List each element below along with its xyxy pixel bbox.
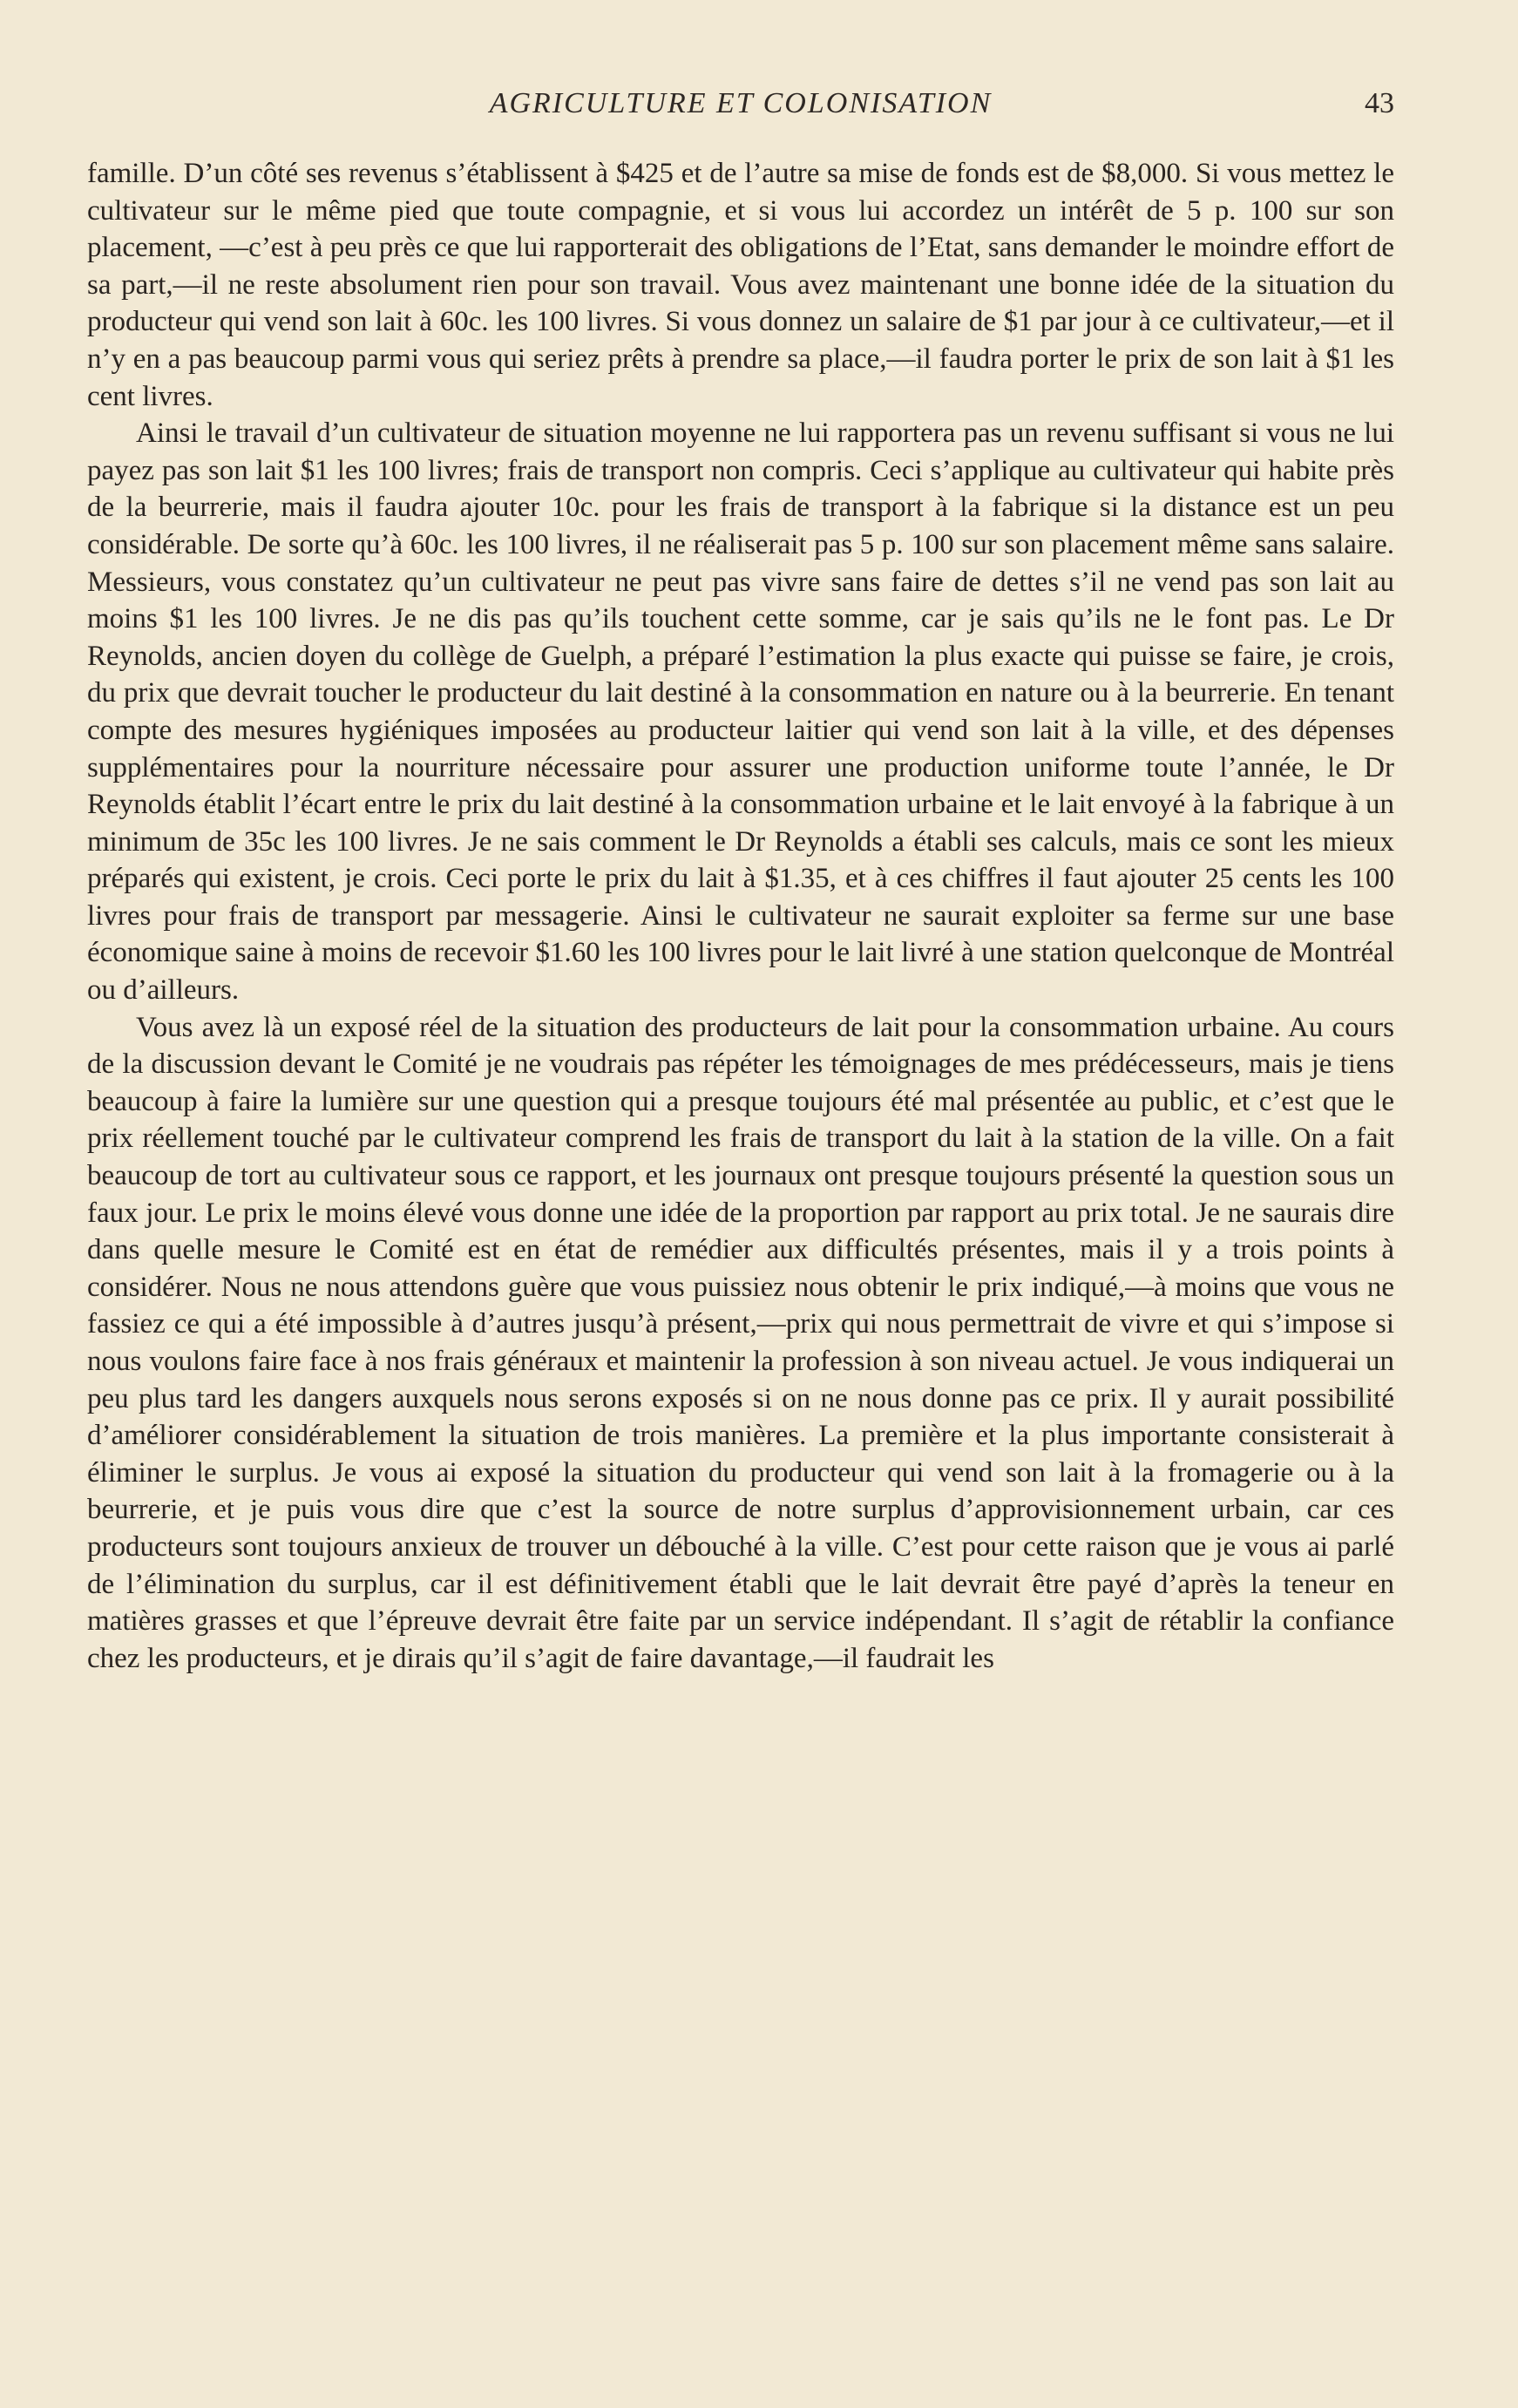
page-header [87,87,1394,131]
paragraph-3: Vous avez là un exposé réel de la situation des producteurs de lait pour la consommation urbaine. Au cours de la discussion devant le Comité je ne voudrais pas répéter les témoignages de mes prédécesseurs, mais je tiens beaucoup à faire la lumière sur une question qui a presque toujours été mal présentée au public, et c’est que le prix réellement touché par le cultivateur comprend les frais de transport du lait à la station de la ville. On a fait beaucoup de tort au cultivateur sous ce rapport, et les journaux ont presque toujours présenté la question sous un faux jour. Le prix le moins élevé vous donne une idée de la proportion par rapport au prix total. Je ne saurais dire dans quelle mesure le Comité est en état de remédier aux difficultés présentes, mais il y a trois points à considérer. Nous ne nous attendons guère que vous puissiez nous obtenir le prix indiqué,—à moins que vous ne fassiez ce qui a été impossible à d’autres jusqu’à présent,—prix qui nous permettrait de vivre et qui s’impose si nous voulons faire face à nos frais généraux et maintenir la profession à son niveau actuel. Je vous indiquerai un peu plus tard les dangers auxquels nous serons exposés si on ne nous donne pas ce prix. Il y aurait possibilité d’améliorer considérablement la situation de trois manières. La première et la plus importante consisterait à éliminer le surplus. Je vous ai exposé la situation du producteur qui vend son lait à la fromagerie ou à la beurrerie, et je puis vous dire que c’est la source de notre surplus d’approvisionnement urbain, car ces producteurs sont toujours anxieux de trouver un débouché à la ville. C’est pour cette raison que je vous ai parlé de l’élimination du surplus, car il est définitivement établi que le lait devrait être payé d’après la teneur en matières grasses et que l’épreuve devrait être faite par un service indépendant. Il s’agit de rétablir la confiance chez les producteurs, et je dirais qu’il s’agit de faire davantage,—il faudrait les [87,1011,1394,1674]
paragraph-2: Ainsi le travail d’un cultivateur de situation moyenne ne lui rapportera pas un revenu suffisant si vous ne lui payez pas son lait $1 les 100 livres; frais de transport non compris. Ceci s’applique au cultivateur qui habite près de la beurrerie, mais il faudra ajouter 10c. pour les frais de transport à la fabrique si la distance est un peu considérable. De sorte qu’à 60c. les 100 livres, il ne réaliserait pas 5 p. 100 sur son placement même sans salaire. Messieurs, vous constatez qu’un cultivateur ne peut pas vivre sans faire de dettes s’il ne vend pas son lait au moins $1 les 100 livres. Je ne dis pas qu’ils touchent cette somme, car je sais qu’ils ne le font pas. Le Dr Reynolds, ancien doyen du collège de Guelph, a préparé l’estimation la plus exacte qui puisse se faire, je crois, du prix que devrait toucher le producteur du lait destiné à la consommation en nature ou à la beurrerie. En tenant compte des mesures hygiéniques imposées au producteur laitier qui vend son lait à la ville, et des dépenses supplémentaires pour la nourriture nécessaire pour assurer une production uniforme toute l’année, le Dr Reynolds établit l’écart entre le prix du lait destiné à la consommation urbaine et le lait envoyé à la fabrique à un minimum de 35c les 100 livres. Je ne sais comment le Dr Reynolds a établi ses calculs, mais ce sont les mieux préparés qui existent, je crois. Ceci porte le prix du lait à $1.35, et à ces chiffres il faut ajouter 25 cents les 100 livres pour frais de transport par messagerie. Ainsi le cultivateur ne saurait exploiter sa ferme sur une base économique saine à moins de recevoir $1.60 les 100 livres pour le lait livré à une station quelconque de Montréal ou d’ailleurs. [87,417,1394,1007]
page-number: 43 [1365,87,1394,119]
body-text [87,155,1394,1677]
running-title: AGRICULTURE ET COLONISATION [489,87,993,119]
paragraph-1: famille. D’un côté ses revenus s’établissent à $425 et de l’autre sa mise de fonds est de $8,000. Si vous mettez le cultivateur sur le même pied que toute compagnie, et si vous lui accordez un intérêt de 5 p. 100 sur son placement, —c’est à peu près ce que lui rapporterait des obligations de l’Etat, sans demander le moindre effort de sa part,—il ne reste absolument rien pour son travail. Vous avez maintenant une bonne idée de la situation du producteur qui vend son lait à 60c. les 100 livres. Si vous donnez un salaire de $1 par jour à ce cultivateur,—et il n’y en a pas beaucoup parmi vous qui seriez prêts à prendre sa place,—il faudra porter le prix de son lait à $1 les cent livres. [87,158,1394,412]
